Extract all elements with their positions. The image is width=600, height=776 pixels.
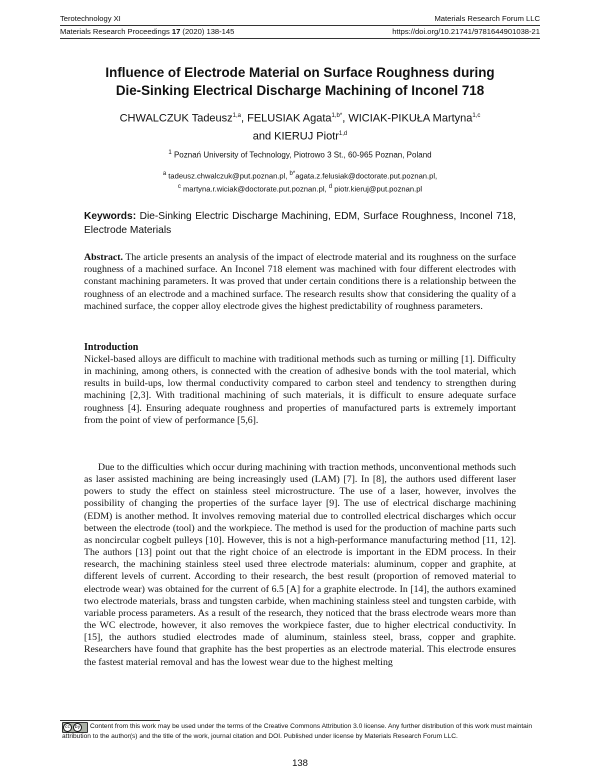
email-a[interactable]: tadeusz.chwalczuk@put.poznan.pl, [166,171,290,181]
email-b[interactable]: agata.z.felusiak@doctorate.put.poznan.pl, [295,171,438,181]
section-heading: Introduction [84,342,139,353]
email-c[interactable]: martyna.r.wiciak@doctorate.put.poznan.pl, [180,184,329,194]
email-c-sup: c [177,184,181,191]
footer-rule [60,720,160,721]
author-list [40,109,560,144]
journal-name: Materials Research Proceedings [60,27,172,36]
journal-pages: (2020) 138-145 [180,27,235,36]
author-4: and KIERUJ Piotr [252,130,339,143]
email-d-sup: d [328,184,333,191]
author-1: CHWALCZUK Tadeusz [119,112,233,125]
author-4-sup: 1,d [338,130,348,137]
paragraph-1: Nickel-based alloys are difficult to machine with traditional methods such as turning or milling [1]. Difficulty in machining, among others, is connected with the creation of adhesive bonds with the tool material, which results in build-ups, low thermal conductivity compared to carbon steel and tendency to strengthen during machining [2,3]. With traditional machining of such materials, it is difficult to ensure adequate surface roughness [4]. Ensuring adequate roughness and properties of manufactured parts is extremely important from the point of view of performance [5,6]. [84,354,516,426]
abstract-text: The article presents an analysis of the impact of electrode material and its roughness on the surface roughness of a machined surface. An Inconel 718 element was machined with four different electrodes with constant machining parameters. It was proved that under certain conditions there is a relationship between the roughness of an electrode and a machined surface. The research results show that considering the quality of a machined surface, the copper alloy electrode gives the highest predictability of roughness parameters. [84,252,516,312]
by-icon: by [74,725,81,730]
affiliation-sup: 1 [168,150,172,156]
license-text: Content from this work may be used under the terms of the Creative Commons Attribution 3.0 license. Any further distribution of this work must maintain attribution to the author(s) and the title of the work, journal citation and DOI. Published under license by Materials Research Forum LLC. [62,723,532,740]
abstract-label: Abstract. [84,252,123,263]
author-3-sup: 1,c [472,113,481,119]
author-emails [40,169,560,195]
abstract [84,252,516,313]
page-number: 138 [292,758,308,769]
author-2-sup: 1,b* [331,113,343,119]
journal-volume: 17 [171,27,181,36]
header-rule [60,25,540,26]
email-b-sup: b* [289,171,296,177]
email-d[interactable]: piotr.kieruj@put.poznan.pl [332,184,423,194]
affiliation [40,150,560,160]
publisher-name: Materials Research Forum LLC [434,14,540,23]
paragraph-2: Due to the difficulties which occur during machining with traction methods, unconventional methods such as laser assisted machining are being increasingly used (LAM) [7]. In [8], the authors used different laser powers to study the effect on stainless steel microstructure. The use of a laser, however, involves the possibility of changing the properties of the surface layer [9]. The use of electrical discharge machining (EDM) is another method. It involves removing material due to controlled electrical discharges which occur between the electrode (tool) and the workpiece. The method is used for the production of machine parts such as noncircular cogbelt pulleys [10]. However, this is not a high-performance manufacturing method [11, 12]. The authors [13] point out that the right choice of an electrode is important in the EDM process. In their research, the machining stainless steel used three electrode materials: aluminum, copper and graphite, at different levels of current. According to their research, the best result (proportion of removed material to electrode wear) was obtained for the current of 6.5 [A] for a graphite electrode. In [14], the authors examined two electrode materials, brass and tungsten carbide, when machining stainless steel and tungsten carbide, with variable process parameters. As a result of the research, they noticed that the brass electrode wears more than the WC electrode, however, it also removes the workpiece faster, due to higher electrical conductivity. In [15], the authors studied electrodes made of aluminum, stainless steel, brass, copper and graphite. Researchers have found that graphite has the best properties as an electrode material. This electrode ensures the fastest material removal and has the lowest wear due to the highest melting [84,462,516,668]
title-line-2: Die-Sinking Electrical Discharge Machining of Inconel 718 [115,83,485,98]
doi-link[interactable]: https://doi.org/10.21741/9781644901038-21 [392,27,540,36]
paper-title [40,64,560,100]
title-line-1: Influence of Electrode Material on Surface Roughness during [105,65,495,80]
author-2: , FELUSIAK Agata [241,112,332,125]
keywords [84,210,516,237]
keywords-label: Keywords: [84,211,137,222]
cc-icon: cc [63,723,72,732]
email-a-sup: a [162,171,167,177]
author-1-sup: 1,a [232,113,242,119]
journal-citation [60,27,234,36]
keywords-text: Die-Sinking Electric Discharge Machining, EDM, Surface Roughness, Inconel 718, Electrode Materials [84,211,516,236]
conference-name: Terotechnology XI [60,14,121,23]
header-rule-2 [60,38,540,39]
author-3: , WICIAK-PIKUŁA Martyna [342,112,473,125]
affiliation-text: Poznań University of Technology, Piotrowo 3 St., 60-965 Poznan, Poland [171,150,432,160]
